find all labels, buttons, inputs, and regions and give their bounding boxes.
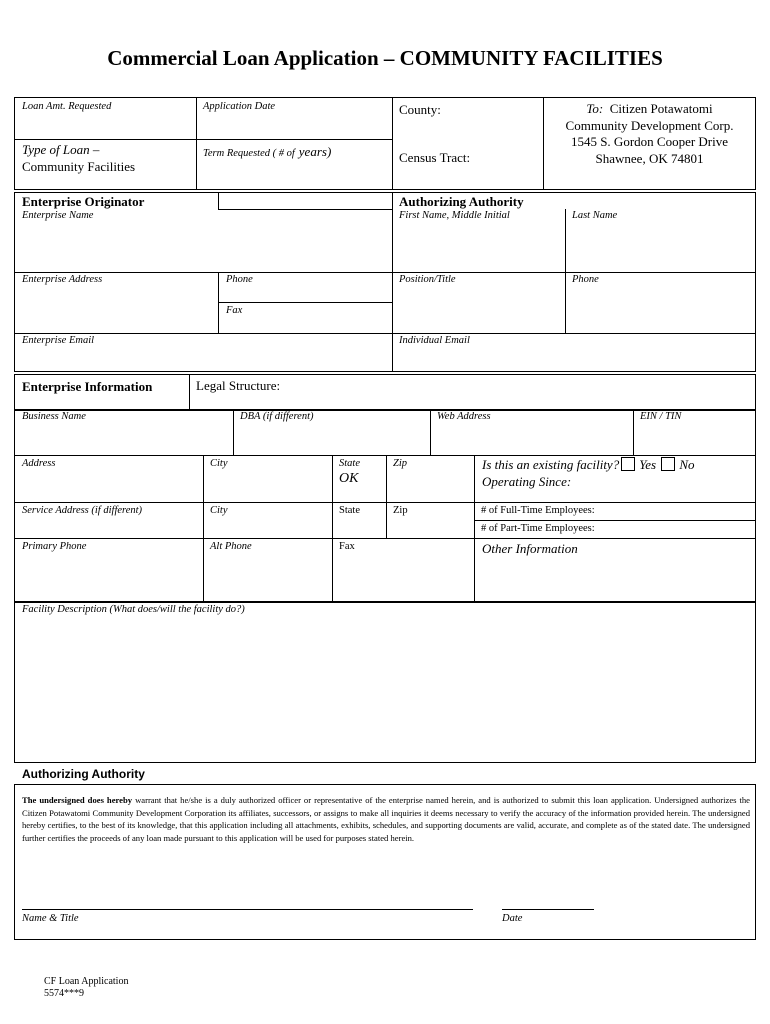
certification-text [22,794,750,844]
yes-label: Yes [639,457,657,472]
fax-field[interactable]: Fax [339,541,355,552]
name-title-label: Name & Title [22,913,79,924]
originator-section-box [14,192,756,372]
name-title-signature-line[interactable] [22,909,473,910]
page-title: Commercial Loan Application – COMMUNITY FACILITIES [107,46,663,70]
to-label: To: [586,101,604,116]
loan-amount-field[interactable]: Loan Amt. Requested [22,101,112,112]
legal-structure-field[interactable]: Legal Structure: [196,378,281,393]
type-of-loan-value: Community Facilities [22,159,136,174]
yes-checkbox[interactable] [621,457,635,471]
existing-facility-question [482,457,695,473]
footer [44,976,128,1000]
address-line-4: Shawnee, OK 74801 [595,150,704,166]
term-unit: years) [298,144,332,159]
web-address-field[interactable]: Web Address [437,411,491,422]
city-field[interactable]: City [210,458,228,469]
other-information-field[interactable]: Other Information [482,541,578,556]
zip-field[interactable]: Zip [393,458,408,469]
type-of-loan-label: Type of Loan – [22,142,100,157]
service-address-field[interactable]: Service Address (if different) [22,505,143,516]
address-line-2: Community Development Corp. [565,117,734,133]
enterprise-name-field[interactable]: Enterprise Name [22,210,94,221]
facility-description-label: Facility Description (What does/will the facility do?) [22,604,245,615]
certification-lead: The undersigned does hereby [22,795,133,805]
originator-fax-field[interactable]: Fax [226,305,243,316]
census-tract-field[interactable]: Census Tract: [399,150,471,165]
enterprise-address-field[interactable]: Enterprise Address [22,274,103,285]
info-heading: Enterprise Information [22,379,153,394]
address-field[interactable]: Address [22,458,56,469]
primary-phone-field[interactable]: Primary Phone [22,541,87,552]
service-state-field[interactable]: State [339,505,360,516]
lender-address [543,101,756,167]
authority-heading: Authorizing Authority [399,194,524,209]
term-label: Term Requested ( # of [203,148,295,159]
date-label: Date [502,913,523,924]
footer-form-number: 5574***9 [44,988,84,999]
address-line-1: Citizen Potawatomi [609,101,713,116]
alt-phone-field[interactable]: Alt Phone [210,541,252,552]
first-name-field[interactable]: First Name, Middle Initial [399,210,510,221]
operating-since-field[interactable]: Operating Since: [482,474,572,489]
originator-phone-field[interactable]: Phone [226,274,253,285]
last-name-field[interactable]: Last Name [572,210,618,221]
enterprise-email-field[interactable]: Enterprise Email [22,335,95,346]
parttime-employees-field[interactable]: # of Part-Time Employees: [481,523,595,534]
existing-facility-label: Is this an existing facility? [482,457,620,472]
service-zip-field[interactable]: Zip [393,505,408,516]
certification-body: warrant that he/she is a duly authorized officer or representative of the enterprise named herein, and is authorized to submit this loan application. Undersigned authorizes the Citizen Potawatomi Community Development Corporation its affiliates, successors, or assigns to make all inquiries it deems necessary to verify the accuracy of the information provided herein. The undersigned hereby certifies, to the best of its knowledge, that this application including all attachments, exhibits, schedules, and supporting documents are valid, accurate, and complete as of the stated date. The undersigned further certifies the proceeds of any loan made pursuant to this application will be used for purposes stated herein. [22,795,750,843]
county-field[interactable]: County: [399,102,441,117]
state-field[interactable]: OK [339,471,359,486]
state-field-label: State [339,458,360,469]
originator-heading: Enterprise Originator [22,194,145,209]
fulltime-employees-field[interactable]: # of Full-Time Employees: [481,505,595,516]
term-requested-field[interactable] [203,143,331,161]
no-checkbox[interactable] [661,457,675,471]
dba-field[interactable]: DBA (if different) [240,411,314,422]
application-date-field[interactable]: Application Date [203,101,276,112]
position-title-field[interactable]: Position/Title [399,274,456,285]
certification-heading: Authorizing Authority [22,767,145,781]
facility-description-box[interactable] [14,601,756,763]
business-name-field[interactable]: Business Name [22,411,86,422]
individual-email-field[interactable]: Individual Email [399,335,470,346]
footer-form-name: CF Loan Application [44,976,129,987]
ein-tin-field[interactable]: EIN / TIN [640,411,682,422]
authority-phone-field[interactable]: Phone [572,274,599,285]
no-label: No [679,457,695,472]
address-line-3: 1545 S. Gordon Cooper Drive [570,134,729,149]
date-signature-line[interactable] [502,909,594,910]
service-city-field[interactable]: City [210,505,228,516]
